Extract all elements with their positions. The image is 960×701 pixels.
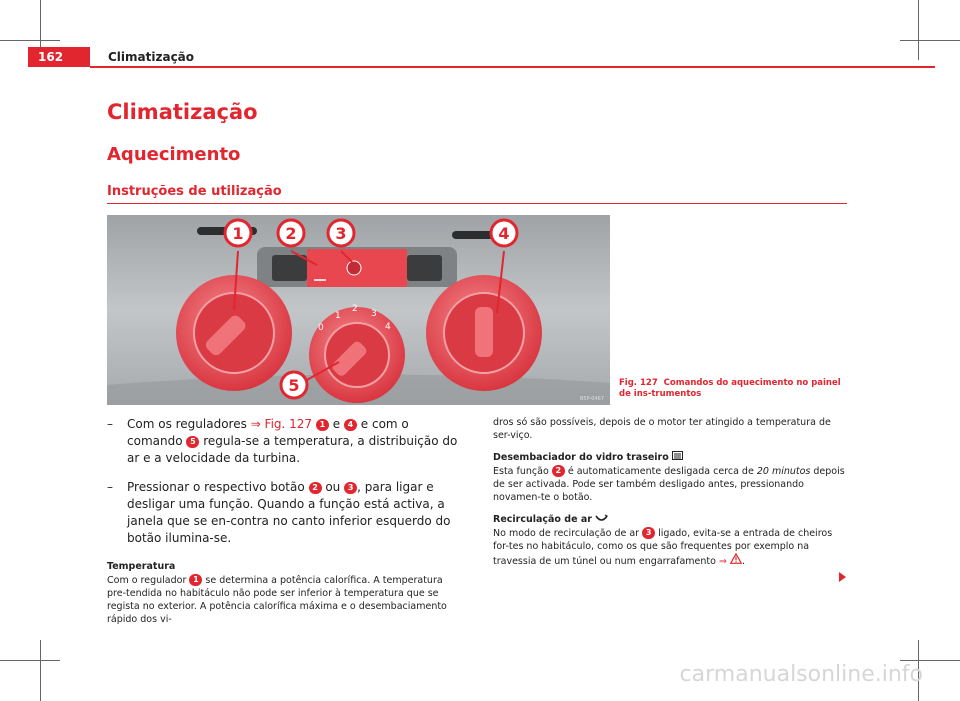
indicator-led	[314, 279, 326, 281]
callout-2	[278, 220, 304, 246]
ref-badge-2: 2	[309, 482, 322, 494]
left-column	[107, 416, 462, 626]
callout-5	[281, 372, 307, 398]
ref-badge-2b: 2	[552, 465, 565, 477]
ref-badge-5: 5	[186, 436, 199, 448]
rear-defrost-heading: Desembaciador do vidro traseiro	[493, 450, 848, 465]
crop-mark	[0, 40, 60, 41]
seat-heat-left-button[interactable]	[272, 255, 307, 281]
recirculation-paragraph: No modo de recirculação de ar 3 ligado, evita-se a entrada de cheiros for-tes no habitáculo, como os que são frequentes por exemplo na travessia de um túnel ou num engarrafamento ⇒ .	[493, 528, 833, 567]
figure-caption-text: Comandos do aquecimento no painel de ins-trumentos	[619, 378, 841, 399]
heater-panel-illustration	[107, 215, 610, 405]
page-number: 162	[38, 50, 64, 64]
air-distribution-knob-grip	[475, 307, 493, 357]
figure-caption	[619, 378, 849, 400]
header-title: Climatização	[108, 50, 195, 64]
svg-text:2: 2	[285, 224, 297, 243]
warning-link[interactable]: ⇒	[719, 556, 742, 567]
crop-mark	[900, 40, 960, 41]
subsection-rule	[107, 203, 847, 204]
svg-text:5: 5	[288, 376, 300, 395]
recirculation-icon	[595, 514, 608, 522]
ref-badge-1b: 1	[189, 574, 202, 586]
rear-defrost-paragraph: Esta função 2 é automaticamente desligada cerca de 20 minutos depois de ser activada. Pode ser também desligado antes, pressionando novamen-te o botão.	[493, 466, 845, 503]
dial-label-3: 3	[371, 309, 377, 319]
section-title: Aquecimento	[107, 144, 241, 165]
svg-text:4: 4	[498, 224, 510, 243]
page-number-box	[28, 47, 90, 67]
figure-caption-label: Fig. 127	[619, 378, 658, 388]
chapter-title: Climatização	[107, 100, 258, 124]
crop-mark	[0, 660, 60, 661]
continue-arrow-icon	[839, 572, 846, 582]
warning-triangle-icon	[730, 553, 742, 564]
dial-label-4: 4	[385, 322, 391, 332]
ref-badge-3b: 3	[642, 527, 655, 539]
seat-heat-right-button[interactable]	[407, 255, 442, 281]
temperature-heading: Temperatura	[107, 561, 176, 572]
temperature-paragraph: Com o regulador 1 se determina a potência calorífica. A temperatura pre-tendida no habitáculo não pode ser inferior à temperatura que se regista no exterior. A potência calorífica máxima e o desembaciamento rápido dos vi-	[107, 575, 447, 625]
instruction-bullet-1: – Com os reguladores ⇒ Fig. 127 1 e 4 e com o comando 5 regula-se a temperatura, a distribuição do ar e a velocidade da turbina.	[107, 417, 458, 465]
header-rule	[90, 66, 935, 68]
ref-badge-3: 3	[344, 482, 357, 494]
crop-mark	[900, 660, 960, 661]
dial-label-0: 0	[318, 323, 324, 333]
dial-label-2: 2	[352, 304, 358, 314]
figure-code: B5P-0467	[579, 396, 604, 402]
rear-defrost-icon	[672, 451, 683, 460]
heater-controls-figure	[107, 215, 610, 405]
temperature-paragraph-cont: dros só são possíveis, depois de o motor ter atingido a temperatura de ser-viço.	[493, 417, 831, 441]
recirculation-heading: Recirculação de ar	[493, 512, 848, 527]
ref-badge-4: 4	[344, 419, 357, 431]
rear-defrost-button[interactable]	[347, 261, 361, 275]
page-header	[28, 47, 935, 67]
callout-1	[225, 220, 251, 246]
subsection-title: Instruções de utilização	[107, 184, 282, 199]
right-column	[493, 416, 848, 568]
dial-label-1: 1	[335, 311, 341, 321]
svg-text:3: 3	[335, 224, 347, 243]
callout-3	[328, 220, 354, 246]
instruction-bullet-2: – Pressionar o respectivo botão 2 ou 3 , para ligar e desligar uma função. Quando a função está activa, a janela que se en-contra no canto inferior esquerdo do botão ilumina-se.	[107, 480, 451, 545]
watermark: carmanualsonline.info	[679, 662, 923, 687]
figure-link[interactable]: ⇒ Fig. 127	[250, 417, 313, 431]
svg-text:1: 1	[232, 224, 244, 243]
ref-badge-1: 1	[316, 419, 329, 431]
crop-mark	[40, 640, 41, 701]
callout-4	[491, 220, 517, 246]
